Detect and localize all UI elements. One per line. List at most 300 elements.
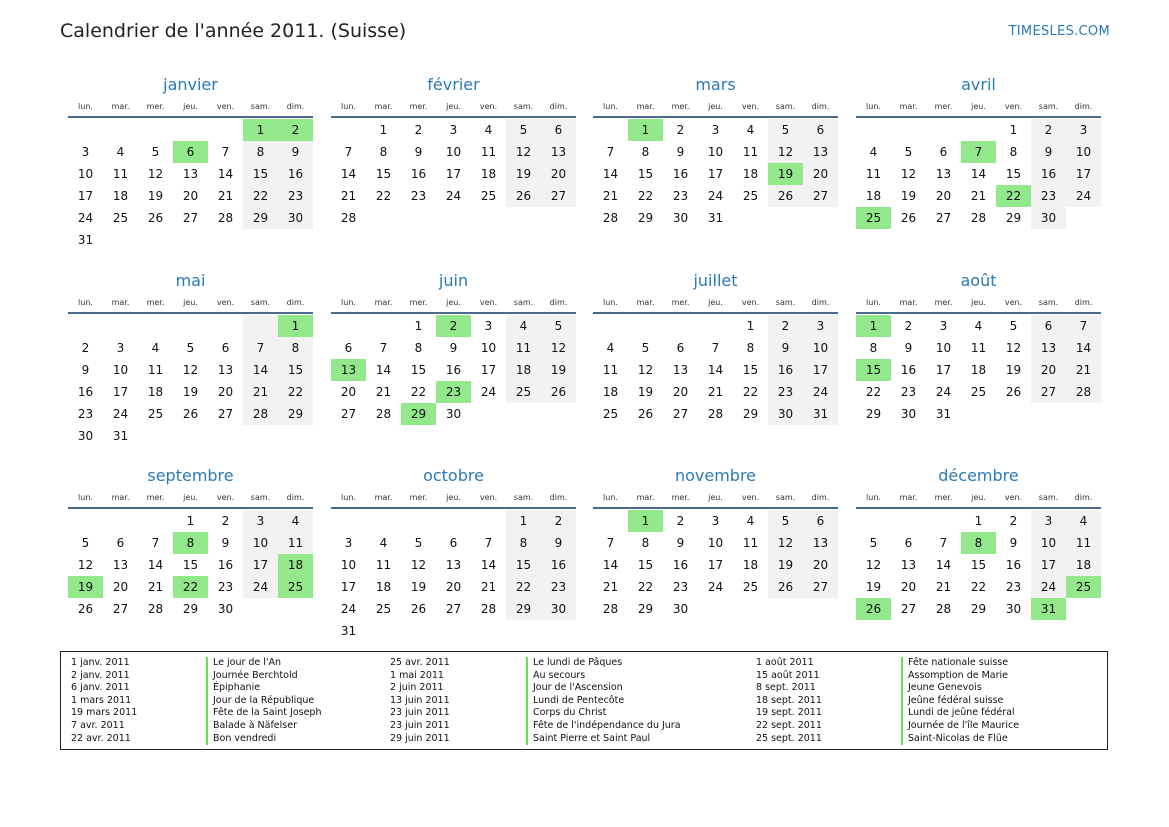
day-cell[interactable]: 23 <box>1005 580 1022 594</box>
day-cell[interactable]: 20 <box>803 554 838 576</box>
day-cell[interactable]: 6 <box>939 145 948 159</box>
day-cell[interactable]: 10 <box>77 167 94 181</box>
day-cell[interactable]: 1 <box>746 319 755 333</box>
day-cell[interactable]: 4 <box>1066 510 1101 532</box>
day-cell[interactable]: 8 <box>414 341 423 355</box>
day-cell[interactable]: 3 <box>803 315 838 337</box>
day-cell[interactable]: 19 <box>410 580 427 594</box>
day-cell[interactable]: 24 <box>935 385 952 399</box>
day-cell[interactable]: 30 <box>900 407 917 421</box>
day-cell[interactable]: 6 <box>676 341 685 355</box>
day-cell[interactable]: 30 <box>672 211 689 225</box>
day-cell[interactable]: 26 <box>900 211 917 225</box>
day-cell[interactable]: 11 <box>742 145 759 159</box>
day-cell[interactable]: 18 <box>865 189 882 203</box>
day-cell[interactable]: 24 <box>243 576 278 598</box>
day-cell[interactable]: 3 <box>344 536 353 550</box>
day-cell[interactable]: 2 <box>414 123 423 137</box>
day-cell[interactable]: 22 <box>865 385 882 399</box>
day-cell[interactable]: 10 <box>445 145 462 159</box>
day-cell[interactable]: 29 <box>637 602 654 616</box>
day-cell[interactable]: 28 <box>707 407 724 421</box>
day-cell[interactable]: 27 <box>217 407 234 421</box>
day-cell[interactable]: 6 <box>449 536 458 550</box>
day-cell[interactable]: 12 <box>637 363 654 377</box>
day-cell[interactable]: 16 <box>410 167 427 181</box>
day-cell[interactable]: 30 <box>217 602 234 616</box>
day-cell[interactable]: 18 <box>1066 554 1101 576</box>
day-cell[interactable]: 17 <box>112 385 129 399</box>
day-cell[interactable]: 24 <box>340 602 357 616</box>
day-cell[interactable]: 23 <box>900 385 917 399</box>
day-cell[interactable]: 21 <box>602 189 619 203</box>
day-cell[interactable]: 1 <box>974 514 983 528</box>
day-cell[interactable]: 24 <box>803 381 838 403</box>
day-cell[interactable]: 12 <box>506 141 541 163</box>
day-cell[interactable]: 8 <box>506 532 541 554</box>
day-cell[interactable]: 21 <box>480 580 497 594</box>
day-cell[interactable]: 29 <box>278 403 313 425</box>
holiday-day-cell[interactable]: 7 <box>961 141 996 163</box>
day-cell[interactable]: 11 <box>970 341 987 355</box>
day-cell[interactable]: 25 <box>506 381 541 403</box>
day-cell[interactable]: 8 <box>379 145 388 159</box>
day-cell[interactable]: 15 <box>637 558 654 572</box>
day-cell[interactable]: 15 <box>1005 167 1022 181</box>
day-cell[interactable]: 17 <box>1031 554 1066 576</box>
day-cell[interactable]: 7 <box>221 145 230 159</box>
holiday-day-cell[interactable]: 25 <box>856 207 891 229</box>
day-cell[interactable]: 26 <box>768 185 803 207</box>
day-cell[interactable]: 10 <box>340 558 357 572</box>
day-cell[interactable]: 7 <box>939 536 948 550</box>
day-cell[interactable]: 20 <box>112 580 129 594</box>
day-cell[interactable]: 30 <box>278 207 313 229</box>
day-cell[interactable]: 11 <box>147 363 164 377</box>
holiday-day-cell[interactable]: 8 <box>961 532 996 554</box>
holiday-day-cell[interactable]: 13 <box>331 359 366 381</box>
day-cell[interactable]: 5 <box>186 341 195 355</box>
day-cell[interactable]: 31 <box>935 407 952 421</box>
day-cell[interactable]: 5 <box>506 119 541 141</box>
day-cell[interactable]: 11 <box>480 145 497 159</box>
day-cell[interactable]: 26 <box>1005 385 1022 399</box>
day-cell[interactable]: 12 <box>541 337 576 359</box>
day-cell[interactable]: 19 <box>900 189 917 203</box>
day-cell[interactable]: 16 <box>77 385 94 399</box>
day-cell[interactable]: 19 <box>182 385 199 399</box>
day-cell[interactable]: 27 <box>182 211 199 225</box>
day-cell[interactable]: 21 <box>602 580 619 594</box>
day-cell[interactable]: 20 <box>1031 359 1066 381</box>
day-cell[interactable]: 9 <box>221 536 230 550</box>
day-cell[interactable]: 15 <box>742 363 759 377</box>
day-cell[interactable]: 14 <box>970 167 987 181</box>
day-cell[interactable]: 27 <box>803 576 838 598</box>
day-cell[interactable]: 16 <box>900 363 917 377</box>
day-cell[interactable]: 12 <box>768 141 803 163</box>
day-cell[interactable]: 7 <box>379 341 388 355</box>
day-cell[interactable]: 28 <box>243 403 278 425</box>
day-cell[interactable]: 18 <box>112 189 129 203</box>
day-cell[interactable]: 31 <box>77 233 94 247</box>
day-cell[interactable]: 31 <box>707 211 724 225</box>
day-cell[interactable]: 22 <box>742 385 759 399</box>
day-cell[interactable]: 14 <box>243 359 278 381</box>
day-cell[interactable]: 3 <box>711 514 720 528</box>
day-cell[interactable]: 17 <box>707 558 724 572</box>
day-cell[interactable]: 19 <box>1005 363 1022 377</box>
day-cell[interactable]: 16 <box>1005 558 1022 572</box>
day-cell[interactable]: 6 <box>1031 315 1066 337</box>
day-cell[interactable]: 17 <box>445 167 462 181</box>
holiday-day-cell[interactable]: 22 <box>173 576 208 598</box>
day-cell[interactable]: 8 <box>641 145 650 159</box>
day-cell[interactable]: 9 <box>81 363 90 377</box>
day-cell[interactable]: 16 <box>445 363 462 377</box>
day-cell[interactable]: 24 <box>445 189 462 203</box>
day-cell[interactable]: 18 <box>375 580 392 594</box>
day-cell[interactable]: 27 <box>803 185 838 207</box>
day-cell[interactable]: 28 <box>340 211 357 225</box>
day-cell[interactable]: 18 <box>147 385 164 399</box>
day-cell[interactable]: 7 <box>151 536 160 550</box>
day-cell[interactable]: 19 <box>637 385 654 399</box>
day-cell[interactable]: 14 <box>707 363 724 377</box>
day-cell[interactable]: 4 <box>484 123 493 137</box>
day-cell[interactable]: 11 <box>278 532 313 554</box>
day-cell[interactable]: 17 <box>77 189 94 203</box>
day-cell[interactable]: 7 <box>484 536 493 550</box>
day-cell[interactable]: 30 <box>1031 207 1066 229</box>
day-cell[interactable]: 28 <box>970 211 987 225</box>
day-cell[interactable]: 17 <box>340 580 357 594</box>
day-cell[interactable]: 13 <box>935 167 952 181</box>
day-cell[interactable]: 3 <box>711 123 720 137</box>
day-cell[interactable]: 30 <box>1005 602 1022 616</box>
day-cell[interactable]: 3 <box>1066 119 1101 141</box>
holiday-day-cell[interactable]: 19 <box>768 163 803 185</box>
day-cell[interactable]: 6 <box>904 536 913 550</box>
day-cell[interactable]: 28 <box>1066 381 1101 403</box>
day-cell[interactable]: 13 <box>900 558 917 572</box>
day-cell[interactable]: 14 <box>480 558 497 572</box>
day-cell[interactable]: 11 <box>375 558 392 572</box>
day-cell[interactable]: 24 <box>1031 576 1066 598</box>
day-cell[interactable]: 23 <box>410 189 427 203</box>
day-cell[interactable]: 24 <box>480 385 497 399</box>
day-cell[interactable]: 31 <box>112 429 129 443</box>
day-cell[interactable]: 4 <box>746 123 755 137</box>
day-cell[interactable]: 13 <box>1031 337 1066 359</box>
day-cell[interactable]: 12 <box>410 558 427 572</box>
day-cell[interactable]: 8 <box>641 536 650 550</box>
day-cell[interactable]: 25 <box>970 385 987 399</box>
holiday-day-cell[interactable]: 29 <box>401 403 436 425</box>
holiday-day-cell[interactable]: 1 <box>243 119 278 141</box>
day-cell[interactable]: 6 <box>541 119 576 141</box>
day-cell[interactable]: 21 <box>935 580 952 594</box>
day-cell[interactable]: 12 <box>865 558 882 572</box>
day-cell[interactable]: 3 <box>243 510 278 532</box>
holiday-day-cell[interactable]: 1 <box>278 315 313 337</box>
day-cell[interactable]: 14 <box>217 167 234 181</box>
day-cell[interactable]: 4 <box>151 341 160 355</box>
day-cell[interactable]: 26 <box>410 602 427 616</box>
day-cell[interactable]: 4 <box>506 315 541 337</box>
day-cell[interactable]: 2 <box>1009 514 1018 528</box>
holiday-day-cell[interactable]: 2 <box>436 315 471 337</box>
day-cell[interactable]: 8 <box>746 341 755 355</box>
day-cell[interactable]: 9 <box>768 337 803 359</box>
day-cell[interactable]: 4 <box>974 319 983 333</box>
day-cell[interactable]: 24 <box>707 189 724 203</box>
day-cell[interactable]: 27 <box>340 407 357 421</box>
day-cell[interactable]: 15 <box>243 163 278 185</box>
day-cell[interactable]: 15 <box>506 554 541 576</box>
holiday-day-cell[interactable]: 31 <box>1031 598 1066 620</box>
day-cell[interactable]: 16 <box>672 558 689 572</box>
holiday-day-cell[interactable]: 25 <box>1066 576 1101 598</box>
day-cell[interactable]: 20 <box>803 163 838 185</box>
day-cell[interactable]: 7 <box>606 536 615 550</box>
day-cell[interactable]: 15 <box>278 359 313 381</box>
day-cell[interactable]: 17 <box>1066 163 1101 185</box>
day-cell[interactable]: 25 <box>375 602 392 616</box>
day-cell[interactable]: 12 <box>1005 341 1022 355</box>
day-cell[interactable]: 18 <box>742 558 759 572</box>
day-cell[interactable]: 9 <box>414 145 423 159</box>
day-cell[interactable]: 1 <box>379 123 388 137</box>
day-cell[interactable]: 16 <box>217 558 234 572</box>
day-cell[interactable]: 18 <box>506 359 541 381</box>
day-cell[interactable]: 21 <box>217 189 234 203</box>
day-cell[interactable]: 16 <box>1031 163 1066 185</box>
day-cell[interactable]: 29 <box>1005 211 1022 225</box>
day-cell[interactable]: 28 <box>602 211 619 225</box>
day-cell[interactable]: 20 <box>217 385 234 399</box>
day-cell[interactable]: 16 <box>768 359 803 381</box>
day-cell[interactable]: 29 <box>506 598 541 620</box>
day-cell[interactable]: 8 <box>243 141 278 163</box>
day-cell[interactable]: 1 <box>1009 123 1018 137</box>
day-cell[interactable]: 24 <box>77 211 94 225</box>
day-cell[interactable]: 19 <box>865 580 882 594</box>
day-cell[interactable]: 5 <box>151 145 160 159</box>
day-cell[interactable]: 27 <box>112 602 129 616</box>
day-cell[interactable]: 29 <box>865 407 882 421</box>
day-cell[interactable]: 9 <box>676 536 685 550</box>
day-cell[interactable]: 18 <box>970 363 987 377</box>
day-cell[interactable]: 12 <box>900 167 917 181</box>
day-cell[interactable]: 22 <box>410 385 427 399</box>
day-cell[interactable]: 8 <box>1009 145 1018 159</box>
holiday-day-cell[interactable]: 23 <box>436 381 471 403</box>
day-cell[interactable]: 19 <box>541 359 576 381</box>
day-cell[interactable]: 30 <box>445 407 462 421</box>
day-cell[interactable]: 2 <box>541 510 576 532</box>
day-cell[interactable]: 13 <box>112 558 129 572</box>
day-cell[interactable]: 10 <box>803 337 838 359</box>
day-cell[interactable]: 5 <box>641 341 650 355</box>
day-cell[interactable]: 9 <box>676 145 685 159</box>
day-cell[interactable]: 13 <box>217 363 234 377</box>
day-cell[interactable]: 13 <box>541 141 576 163</box>
day-cell[interactable]: 4 <box>379 536 388 550</box>
day-cell[interactable]: 29 <box>182 602 199 616</box>
day-cell[interactable]: 9 <box>1009 536 1018 550</box>
day-cell[interactable]: 10 <box>935 341 952 355</box>
day-cell[interactable]: 7 <box>711 341 720 355</box>
day-cell[interactable]: 7 <box>344 145 353 159</box>
day-cell[interactable]: 3 <box>1031 510 1066 532</box>
day-cell[interactable]: 10 <box>707 145 724 159</box>
day-cell[interactable]: 26 <box>77 602 94 616</box>
day-cell[interactable]: 31 <box>340 624 357 638</box>
day-cell[interactable]: 27 <box>541 185 576 207</box>
day-cell[interactable]: 2 <box>1031 119 1066 141</box>
day-cell[interactable]: 24 <box>112 407 129 421</box>
holiday-day-cell[interactable]: 1 <box>628 510 663 532</box>
day-cell[interactable]: 25 <box>480 189 497 203</box>
day-cell[interactable]: 5 <box>869 536 878 550</box>
day-cell[interactable]: 5 <box>81 536 90 550</box>
day-cell[interactable]: 26 <box>182 407 199 421</box>
day-cell[interactable]: 3 <box>81 145 90 159</box>
day-cell[interactable]: 21 <box>340 189 357 203</box>
day-cell[interactable]: 5 <box>768 510 803 532</box>
day-cell[interactable]: 3 <box>449 123 458 137</box>
day-cell[interactable]: 8 <box>869 341 878 355</box>
day-cell[interactable]: 15 <box>410 363 427 377</box>
day-cell[interactable]: 28 <box>602 602 619 616</box>
day-cell[interactable]: 11 <box>865 167 882 181</box>
day-cell[interactable]: 26 <box>506 185 541 207</box>
day-cell[interactable]: 30 <box>77 429 94 443</box>
day-cell[interactable]: 10 <box>112 363 129 377</box>
day-cell[interactable]: 23 <box>672 580 689 594</box>
day-cell[interactable]: 4 <box>278 510 313 532</box>
day-cell[interactable]: 12 <box>768 532 803 554</box>
day-cell[interactable]: 6 <box>221 341 230 355</box>
day-cell[interactable]: 23 <box>541 576 576 598</box>
day-cell[interactable]: 15 <box>182 558 199 572</box>
day-cell[interactable]: 25 <box>602 407 619 421</box>
day-cell[interactable]: 9 <box>1031 141 1066 163</box>
day-cell[interactable]: 13 <box>672 363 689 377</box>
day-cell[interactable]: 18 <box>602 385 619 399</box>
day-cell[interactable]: 6 <box>803 119 838 141</box>
day-cell[interactable]: 2 <box>768 315 803 337</box>
day-cell[interactable]: 25 <box>742 189 759 203</box>
day-cell[interactable]: 30 <box>768 403 803 425</box>
day-cell[interactable]: 5 <box>541 315 576 337</box>
day-cell[interactable]: 22 <box>375 189 392 203</box>
day-cell[interactable]: 3 <box>484 319 493 333</box>
day-cell[interactable]: 18 <box>480 167 497 181</box>
day-cell[interactable]: 27 <box>1031 381 1066 403</box>
holiday-day-cell[interactable]: 19 <box>68 576 103 598</box>
day-cell[interactable]: 1 <box>186 514 195 528</box>
day-cell[interactable]: 21 <box>1066 359 1101 381</box>
day-cell[interactable]: 14 <box>340 167 357 181</box>
day-cell[interactable]: 2 <box>676 514 685 528</box>
day-cell[interactable]: 28 <box>935 602 952 616</box>
day-cell[interactable]: 22 <box>278 381 313 403</box>
day-cell[interactable]: 19 <box>768 554 803 576</box>
day-cell[interactable]: 17 <box>243 554 278 576</box>
holiday-day-cell[interactable]: 1 <box>856 315 891 337</box>
day-cell[interactable]: 4 <box>869 145 878 159</box>
day-cell[interactable]: 23 <box>217 580 234 594</box>
day-cell[interactable]: 25 <box>112 211 129 225</box>
day-cell[interactable]: 3 <box>116 341 125 355</box>
day-cell[interactable]: 29 <box>970 602 987 616</box>
day-cell[interactable]: 5 <box>904 145 913 159</box>
day-cell[interactable]: 4 <box>746 514 755 528</box>
day-cell[interactable]: 23 <box>1031 185 1066 207</box>
day-cell[interactable]: 22 <box>637 189 654 203</box>
day-cell[interactable]: 14 <box>602 558 619 572</box>
holiday-day-cell[interactable]: 22 <box>996 185 1031 207</box>
day-cell[interactable]: 20 <box>900 580 917 594</box>
day-cell[interactable]: 9 <box>278 141 313 163</box>
day-cell[interactable]: 14 <box>147 558 164 572</box>
day-cell[interactable]: 25 <box>742 580 759 594</box>
day-cell[interactable]: 29 <box>637 211 654 225</box>
day-cell[interactable]: 23 <box>278 185 313 207</box>
day-cell[interactable]: 28 <box>217 211 234 225</box>
day-cell[interactable]: 21 <box>147 580 164 594</box>
day-cell[interactable]: 21 <box>707 385 724 399</box>
day-cell[interactable]: 17 <box>803 359 838 381</box>
holiday-day-cell[interactable]: 25 <box>278 576 313 598</box>
day-cell[interactable]: 3 <box>939 319 948 333</box>
day-cell[interactable]: 13 <box>803 141 838 163</box>
day-cell[interactable]: 1 <box>506 510 541 532</box>
day-cell[interactable]: 6 <box>116 536 125 550</box>
day-cell[interactable]: 27 <box>445 602 462 616</box>
day-cell[interactable]: 10 <box>1031 532 1066 554</box>
day-cell[interactable]: 20 <box>182 189 199 203</box>
day-cell[interactable]: 28 <box>375 407 392 421</box>
day-cell[interactable]: 10 <box>707 536 724 550</box>
day-cell[interactable]: 20 <box>445 580 462 594</box>
day-cell[interactable]: 25 <box>147 407 164 421</box>
day-cell[interactable]: 27 <box>900 602 917 616</box>
day-cell[interactable]: 5 <box>414 536 423 550</box>
day-cell[interactable]: 29 <box>742 407 759 421</box>
day-cell[interactable]: 26 <box>147 211 164 225</box>
holiday-day-cell[interactable]: 15 <box>856 359 891 381</box>
day-cell[interactable]: 8 <box>278 337 313 359</box>
holiday-day-cell[interactable]: 18 <box>278 554 313 576</box>
day-cell[interactable]: 12 <box>182 363 199 377</box>
day-cell[interactable]: 10 <box>243 532 278 554</box>
day-cell[interactable]: 21 <box>243 381 278 403</box>
day-cell[interactable]: 24 <box>1066 185 1101 207</box>
day-cell[interactable]: 9 <box>541 532 576 554</box>
day-cell[interactable]: 6 <box>803 510 838 532</box>
day-cell[interactable]: 10 <box>480 341 497 355</box>
day-cell[interactable]: 12 <box>147 167 164 181</box>
day-cell[interactable]: 19 <box>147 189 164 203</box>
day-cell[interactable]: 13 <box>445 558 462 572</box>
day-cell[interactable]: 30 <box>672 602 689 616</box>
day-cell[interactable]: 13 <box>803 532 838 554</box>
day-cell[interactable]: 6 <box>344 341 353 355</box>
day-cell[interactable]: 23 <box>768 381 803 403</box>
